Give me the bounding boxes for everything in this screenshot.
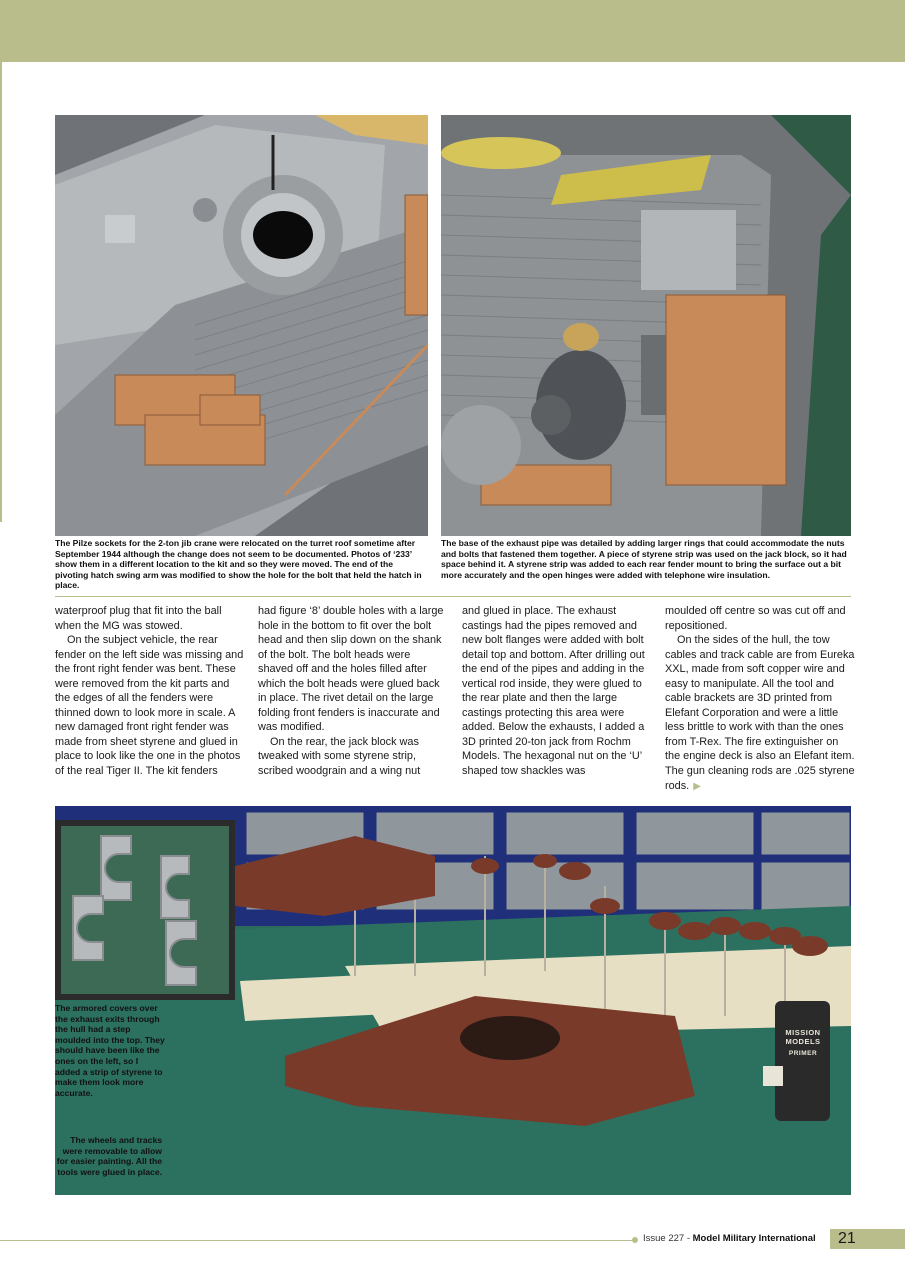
caption-wheels-tracks: The wheels and tracks were removable to allow for easier painting. All the tools were glued in place. [56, 1135, 162, 1177]
caption-photo-turret: The Pilze sockets for the 2-ton jib crane were relocated on the turret roof sometime after September 1944 although the change does not seem to be documented. Photos of ‘233’ show them in a different location to the kit and so they were moved. The end of the pivoting hatch swing arm was modified to show the hole for the bolt that held the hatch in place. [55, 538, 422, 591]
footer-issue-line [643, 1233, 816, 1244]
column-2-paragraph-2: On the rear, the jack block was tweaked with some styrene strip, scribed woodgrain and a wing nut [258, 735, 421, 778]
inset-photo-exhaust-covers [61, 826, 229, 994]
inset-photo-frame [55, 820, 235, 1000]
photo-exhaust-rear [441, 115, 851, 536]
continue-arrow-icon: ▶ [693, 780, 701, 792]
footer-rule [0, 1240, 636, 1241]
column-2-paragraph-1: had figure ‘8’ double holes with a large hole in the bottom to fit over the bolt head and then slip down on the shank of the bolt. The bolt heads were shaved off and the holes filled after which the bolt heads were glued back in place. The rivet detail on the large folding front fenders is inaccurate and was modified. [258, 605, 444, 734]
primer-bottle-label [777, 1028, 829, 1058]
body-column-2 [258, 604, 448, 779]
left-margin-rule [0, 62, 2, 522]
column-1-paragraph-2: On the subject vehicle, the rear fender on the left side was missing and the front right fender was bent. These were removed from the kit parts and the edges of all the fenders were thinned down to look more in scale. A new damaged front right fender was made from sheet styrene and glued in place to look like the one in the photos of the real Tiger II. The kit fenders [55, 634, 244, 778]
body-column-3 [462, 604, 652, 779]
footer-issue: Issue 227 - [643, 1233, 693, 1244]
body-column-1 [55, 604, 245, 779]
caption-separator [55, 596, 851, 597]
caption-photo-exhaust: The base of the exhaust pipe was detailed by adding larger rings that could accommodate the nuts and bolts that fastened them together. A piece of styrene strip was used on the jack block, so it had space behind it. A styrene strip was added to each rear fender mount to bring the surface out a bit more accurately and the open hinges were added with telephone wire insulation. [441, 538, 847, 580]
body-column-4 [665, 604, 855, 794]
column-4-paragraph-2-text: On the sides of the hull, the tow cables and track cable are from Eureka XXL, made from soft copper wire and easy to manipulate. All the tool and cable brackets are 3D printed from Elefant Corporation and were a little less brittle to work with than the ones from T-Rex. The fire extinguisher on the engine deck is also an Elefant item. The gun cleaning rods are .025 styrene rods. [665, 634, 855, 792]
photo-turret-roof [55, 115, 428, 536]
caption-inset-covers: The armored covers over the exhaust exits through the hull had a step moulded into the top. They should have been like the ones on the left, so I added a strip of styrene to make them look more accurate. [55, 1003, 165, 1098]
footer-rule-end-dot [632, 1237, 638, 1243]
bottle-brand-line-2: MODELS [785, 1037, 821, 1046]
column-3-paragraph-1: and glued in place. The exhaust castings had the pipes removed and new bolt flanges were added with bolt detail top and bottom. After drilling out the end of the pipes and adding in the vertical rod inside, they were glued to the rear plate and then the large castings protecting this area were added. Below the exhausts, I added a 3D printed 20-ton jack from Rochm Models. The hexagonal nut on the ‘U’ shaped tow shackles was [462, 605, 645, 778]
column-4-paragraph-2 [665, 633, 855, 794]
footer-magazine-name: Model Military International [692, 1233, 816, 1244]
column-4-paragraph-1: moulded off centre so was cut off and repositioned. [665, 605, 846, 632]
page-number: 21 [838, 1230, 856, 1247]
header-band [0, 0, 905, 62]
bottle-brand-line-1: MISSION [785, 1028, 821, 1037]
column-1-paragraph-1: waterproof plug that fit into the ball when the MG was stowed. [55, 605, 222, 632]
bottle-product-name: PRIMER [788, 1050, 818, 1057]
